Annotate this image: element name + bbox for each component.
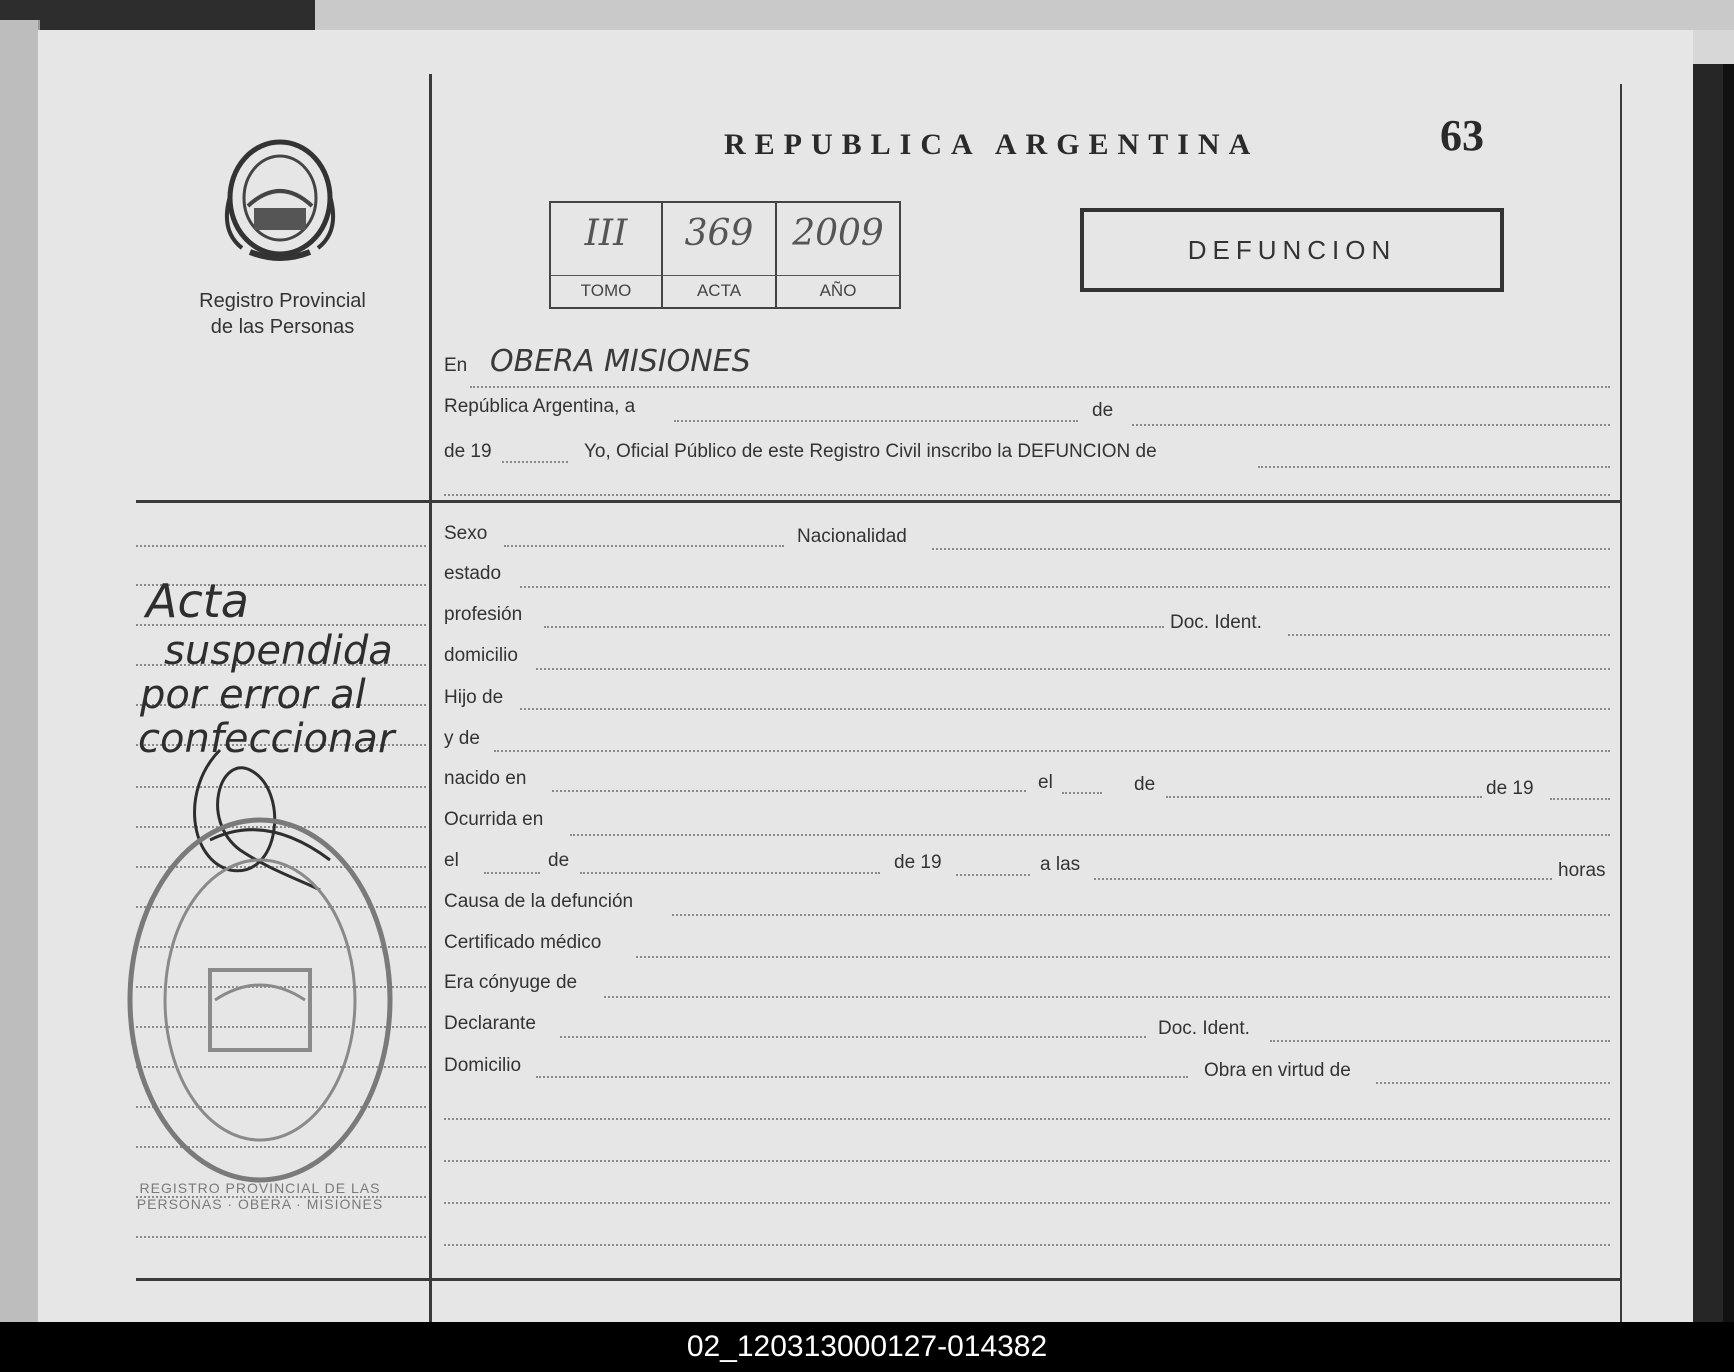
- doc-ident-label: Doc. Ident.: [1170, 612, 1262, 633]
- nacido-el-label: el: [1038, 772, 1053, 793]
- doc-ident-line: [1288, 634, 1610, 636]
- republica-de-label: de: [1092, 400, 1114, 421]
- profesion-line: [544, 626, 1164, 628]
- domicilio2-line: [536, 1076, 1188, 1078]
- declarante-doc-label: Doc. Ident.: [1158, 1018, 1250, 1039]
- ocurrida-dia-line: [484, 872, 540, 874]
- acta-label: ACTA: [696, 281, 742, 300]
- horas-label: horas: [1558, 860, 1606, 881]
- obra-line: [1376, 1082, 1610, 1084]
- hijo-de-line: [520, 708, 1610, 710]
- mes-line: [1132, 424, 1610, 426]
- stamp-text: REGISTRO PROVINCIAL DE LAS PERSONAS · OBERA · MISIONES: [136, 1180, 384, 1212]
- ocurrida-mes-line: [580, 872, 880, 874]
- acta-cell: [663, 203, 777, 307]
- declarante-line: [560, 1036, 1146, 1038]
- estado-label: estado: [444, 563, 502, 584]
- blank-line-2: [444, 1160, 1610, 1162]
- book-spine: [1693, 64, 1723, 1322]
- right-border: [1620, 84, 1622, 1322]
- republica-label: República Argentina, a: [444, 396, 636, 417]
- blank-line-3: [444, 1202, 1610, 1204]
- estado-line: [520, 586, 1610, 588]
- margin-divider: [429, 74, 432, 1322]
- en-line: [470, 386, 1610, 388]
- nacido-en-label: nacido en: [444, 768, 527, 789]
- en-value: OBERA MISIONES: [490, 344, 751, 379]
- nacido-anio-line: [1550, 798, 1610, 800]
- organization-line1: Registro Provincial: [199, 290, 366, 312]
- sexo-label: Sexo: [444, 523, 488, 544]
- y-de-label: y de: [444, 728, 480, 749]
- nacido-en-line: [552, 790, 1026, 792]
- margin-note-line3: por error al: [140, 672, 366, 718]
- anio-label: AÑO: [819, 281, 857, 300]
- nacido-de-label: de: [1134, 774, 1156, 795]
- tomo-value: III: [584, 213, 628, 254]
- obra-label: Obra en virtud de: [1204, 1060, 1351, 1081]
- registry-box: [549, 201, 901, 309]
- y-de-line: [494, 750, 1610, 752]
- sexo-line: [504, 545, 784, 547]
- domicilio-line: [536, 668, 1610, 670]
- ocurrida-en-line: [570, 834, 1610, 836]
- en-label: En: [444, 355, 468, 376]
- certificado-label: Certificado médico: [444, 932, 602, 953]
- margin-line-1: [136, 545, 426, 547]
- organization-line2: de las Personas: [210, 316, 355, 338]
- anio19-line: [502, 461, 568, 463]
- tomo-label: TOMO: [580, 281, 632, 300]
- province-seal-icon: [220, 136, 340, 266]
- nacido-dia-line: [1062, 792, 1102, 794]
- a-las-label: a las: [1040, 854, 1081, 875]
- book-cover-edge: [1723, 64, 1734, 1322]
- causa-line: [672, 914, 1610, 916]
- section-divider: [136, 500, 1622, 503]
- registry-caption-rule: [551, 275, 899, 276]
- difunto-line: [1258, 466, 1610, 468]
- nacionalidad-line: [932, 548, 1610, 550]
- bottom-divider: [136, 1278, 1622, 1281]
- nacionalidad-label: Nacionalidad: [797, 526, 907, 547]
- nacido-mes-line: [1166, 796, 1482, 798]
- anio-cell: [777, 203, 899, 307]
- certificado-line: [636, 956, 1610, 958]
- ocurrida-anio-line: [956, 874, 1030, 876]
- hijo-de-label: Hijo de: [444, 687, 504, 708]
- ocurrida-de-label: de: [548, 850, 570, 871]
- country-title: REPUBLICA ARGENTINA: [724, 128, 1260, 161]
- blank-line-1: [444, 1118, 1610, 1120]
- margin-note-line2: suspendida: [164, 628, 393, 674]
- blank-line-4: [444, 1244, 1610, 1246]
- conyuge-label: Era cónyuge de: [444, 972, 578, 993]
- a-las-line: [1094, 878, 1552, 880]
- organization-name: [150, 288, 415, 340]
- ocurrida-el-label: el: [444, 850, 459, 871]
- anio-value: 2009: [792, 213, 884, 254]
- margin-note-line4: confeccionar: [138, 716, 395, 762]
- profesion-label: profesión: [444, 604, 523, 625]
- domicilio2-label: Domicilio: [444, 1055, 522, 1076]
- margin-note-line1: Acta: [146, 574, 249, 628]
- conyuge-line: [604, 996, 1610, 998]
- official-stamp-icon: [110, 800, 410, 1200]
- tomo-cell: [551, 203, 663, 307]
- acta-value: 369: [684, 213, 754, 254]
- image-id-footer: 02_120313000127-014382: [0, 1322, 1734, 1372]
- nacido-de19-label: de 19: [1486, 778, 1534, 799]
- declarante-doc-line: [1270, 1040, 1610, 1042]
- causa-label: Causa de la defunción: [444, 891, 634, 912]
- declarante-label: Declarante: [444, 1013, 536, 1034]
- ocurrida-de19-label: de 19: [894, 852, 942, 873]
- record-type-box: DEFUNCION: [1080, 208, 1504, 292]
- page-number: 63: [1440, 111, 1484, 160]
- ocurrida-en-label: Ocurrida en: [444, 809, 544, 830]
- scan-dark-corner: [0, 0, 315, 30]
- difunto-line-2: [444, 494, 1610, 496]
- inscribo-label: Yo, Oficial Público de este Registro Civil inscribo la DEFUNCION de: [584, 441, 1157, 462]
- de19-label: de 19: [444, 441, 492, 462]
- fecha-line: [674, 420, 1078, 422]
- previous-page-edge: [0, 20, 40, 1322]
- margin-line-18: [136, 1236, 426, 1238]
- domicilio-label: domicilio: [444, 645, 518, 666]
